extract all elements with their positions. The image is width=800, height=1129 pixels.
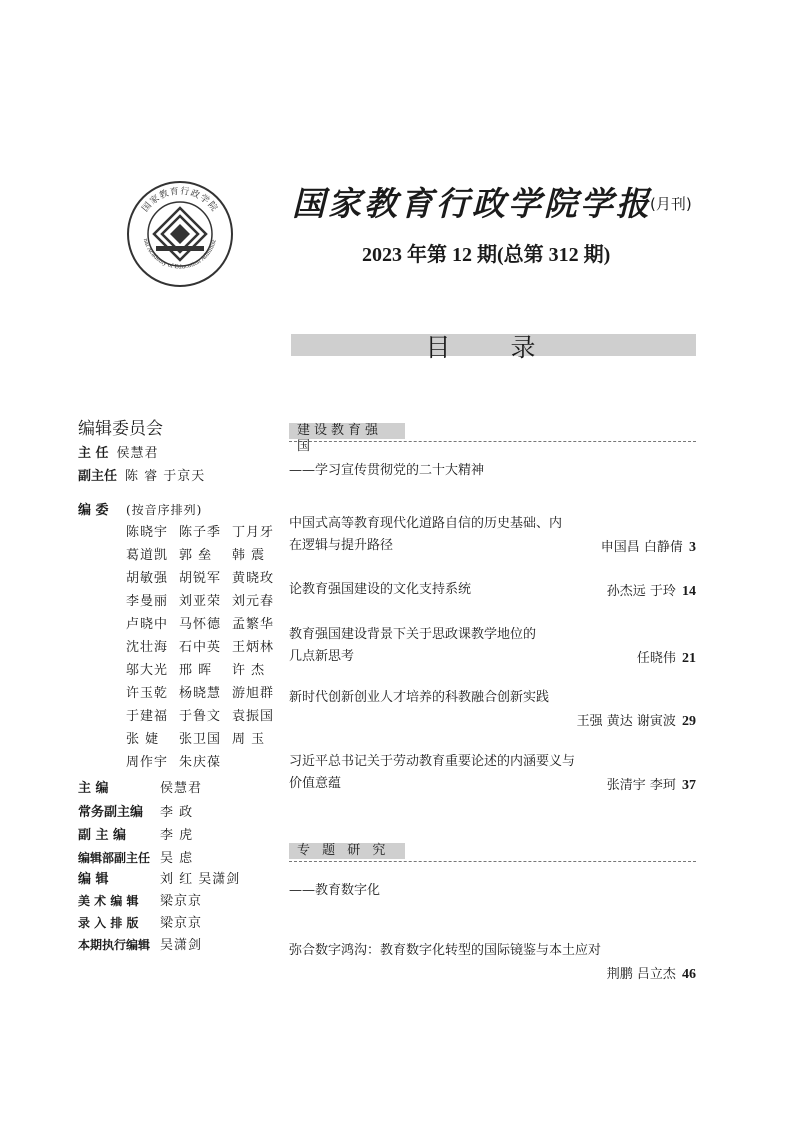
member-name: 胡锐军 bbox=[179, 571, 222, 586]
role-label: 副主任 bbox=[78, 469, 118, 484]
article-authors: 王强 黄达 谢寅波 bbox=[576, 714, 676, 729]
member-name: 朱庆葆 bbox=[179, 755, 222, 770]
member-name: 郭 垒 bbox=[179, 548, 213, 563]
staff-row bbox=[78, 824, 193, 843]
member-name: 游旭群 bbox=[232, 686, 275, 701]
member-name: 刘亚荣 bbox=[179, 594, 222, 609]
member-name: 黄晓玫 bbox=[232, 571, 275, 586]
member-row bbox=[126, 590, 285, 609]
role-names: 梁京京 bbox=[160, 894, 203, 909]
staff-row bbox=[78, 801, 193, 820]
editorial-director-row bbox=[78, 442, 159, 461]
member-row bbox=[126, 682, 285, 701]
article-authors: 申国昌 白静倩 bbox=[600, 540, 683, 555]
role-label: 美 术 编 辑 bbox=[78, 894, 139, 908]
member-name: 张 婕 bbox=[126, 732, 160, 747]
editorial-board-heading: 编辑委员会 bbox=[78, 419, 163, 439]
member-name: 杨晓慧 bbox=[179, 686, 222, 701]
member-name: 沈壮海 bbox=[126, 640, 169, 655]
member-name: 邬大光 bbox=[126, 663, 169, 678]
role-label: 副 主 编 bbox=[78, 828, 127, 843]
section-header bbox=[289, 843, 696, 862]
member-name: 韩 震 bbox=[232, 548, 266, 563]
member-name: 卢晓中 bbox=[126, 617, 169, 632]
article-authors: 孙杰远 于玲 bbox=[606, 584, 676, 599]
member-row bbox=[126, 636, 285, 655]
member-name: 周 玉 bbox=[232, 732, 266, 747]
member-name: 葛道凯 bbox=[126, 548, 169, 563]
role-names: 侯慧君 bbox=[160, 781, 203, 796]
member-name: 石中英 bbox=[179, 640, 222, 655]
member-name: 周作宇 bbox=[126, 755, 169, 770]
article-meta bbox=[637, 647, 696, 667]
article-authors: 张清宇 李珂 bbox=[606, 778, 676, 793]
article-title[interactable]: 论教育强国建设的文化支持系统 bbox=[289, 582, 472, 597]
article-page[interactable]: 46 bbox=[682, 967, 696, 982]
article-page[interactable]: 3 bbox=[689, 540, 696, 555]
editorial-members-row bbox=[78, 499, 202, 518]
article-meta bbox=[607, 774, 696, 794]
role-label: 录 入 排 版 bbox=[78, 916, 139, 930]
member-row bbox=[126, 567, 285, 586]
article-meta bbox=[607, 580, 696, 600]
section-header bbox=[289, 423, 696, 454]
member-name: 胡敏强 bbox=[126, 571, 169, 586]
member-row bbox=[126, 521, 285, 540]
staff-row bbox=[78, 868, 240, 887]
role-names: 侯慧君 bbox=[116, 446, 159, 461]
staff-row bbox=[78, 777, 202, 796]
academy-logo bbox=[126, 180, 234, 288]
role-label: 本期执行编辑 bbox=[78, 938, 151, 952]
member-row bbox=[126, 544, 285, 563]
article-page[interactable]: 14 bbox=[682, 584, 696, 599]
member-name: 马怀德 bbox=[179, 617, 222, 632]
role-label: 主 任 bbox=[78, 446, 109, 461]
article-page[interactable]: 21 bbox=[682, 651, 696, 666]
role-names: 刘 红 吴潇剑 bbox=[160, 872, 241, 887]
role-names: 李 虎 bbox=[160, 828, 194, 843]
toc-title: 目 录 bbox=[425, 333, 562, 362]
member-name: 李曼丽 bbox=[126, 594, 169, 609]
role-label: 编 委 bbox=[78, 503, 109, 518]
journal-title: 国家教育行政学院学报 bbox=[292, 184, 652, 223]
member-name: 刘元春 bbox=[232, 594, 275, 609]
member-name: 王炳林 bbox=[232, 640, 275, 655]
article-title[interactable]: 习近平总书记关于劳动教育重要论述的内涵要义与 价值意蕴 bbox=[289, 754, 576, 791]
toc-banner bbox=[291, 333, 696, 362]
article-page[interactable]: 37 bbox=[682, 778, 696, 793]
role-names: 梁京京 bbox=[160, 916, 203, 931]
member-row bbox=[126, 659, 285, 678]
article-meta bbox=[601, 536, 696, 556]
role-label: 主 编 bbox=[78, 781, 109, 796]
member-name: 邢 晖 bbox=[179, 663, 213, 678]
article-title[interactable]: 弥合数字鸿沟：教育数字化转型的国际镜鉴与本土应对 bbox=[289, 943, 602, 958]
journal-frequency: (月刊) bbox=[650, 195, 692, 213]
role-names: 吴潇剑 bbox=[160, 938, 203, 953]
logo-text-en: nal Academy of Education Administ bbox=[141, 237, 218, 271]
role-names: 李 政 bbox=[160, 805, 194, 820]
member-name: 袁振国 bbox=[232, 709, 275, 724]
member-row bbox=[126, 705, 285, 724]
article-title[interactable]: 中国式高等教育现代化道路自信的历史基础、内 在逻辑与提升路径 bbox=[289, 516, 563, 553]
member-name: 于建福 bbox=[126, 709, 169, 724]
section-subtitle: ——教育数字化 bbox=[289, 883, 381, 898]
member-row bbox=[126, 613, 285, 632]
section-subtitle: ——学习宣传贯彻党的二十大精神 bbox=[289, 463, 485, 478]
article-title[interactable]: 新时代创新创业人才培养的科教融合创新实践 bbox=[289, 690, 550, 705]
editorial-vice-director-row bbox=[78, 465, 205, 484]
role-names: 吴 虑 bbox=[160, 851, 194, 866]
role-names: 陈 睿 于京天 bbox=[125, 469, 206, 484]
article-authors: 任晓伟 bbox=[636, 651, 676, 666]
logo-text-cn: 国家教育行政学院 bbox=[140, 186, 220, 215]
section-tag: 建设教育强国 bbox=[289, 423, 405, 439]
staff-row bbox=[78, 912, 202, 931]
member-row bbox=[126, 751, 232, 770]
member-row bbox=[126, 728, 285, 747]
member-name: 许 杰 bbox=[232, 663, 266, 678]
staff-row bbox=[78, 890, 202, 909]
staff-row bbox=[78, 847, 193, 866]
member-name: 陈子季 bbox=[179, 525, 222, 540]
member-name: 丁月牙 bbox=[232, 525, 275, 540]
article-authors: 荆鹏 吕立杰 bbox=[606, 967, 676, 982]
staff-row bbox=[78, 934, 202, 953]
member-name: 陈晓宇 bbox=[126, 525, 169, 540]
member-name: 于鲁文 bbox=[179, 709, 222, 724]
role-label: 常务副主编 bbox=[78, 805, 144, 820]
members-note: (按音序排列) bbox=[126, 503, 203, 517]
article-meta bbox=[577, 710, 696, 730]
role-label: 编辑部副主任 bbox=[78, 851, 151, 865]
member-name: 张卫国 bbox=[179, 732, 222, 747]
article-page[interactable]: 29 bbox=[682, 714, 696, 729]
member-name: 孟繁华 bbox=[232, 617, 275, 632]
issue-number: 2023 年第 12 期(总第 312 期) bbox=[362, 244, 611, 266]
article-title[interactable]: 教育强国建设背景下关于思政课教学地位的 几点新思考 bbox=[289, 627, 537, 664]
article-meta bbox=[607, 963, 696, 983]
member-name: 许玉乾 bbox=[126, 686, 169, 701]
section-tag: 专 题 研 究 bbox=[289, 843, 405, 859]
role-label: 编 辑 bbox=[78, 872, 109, 887]
